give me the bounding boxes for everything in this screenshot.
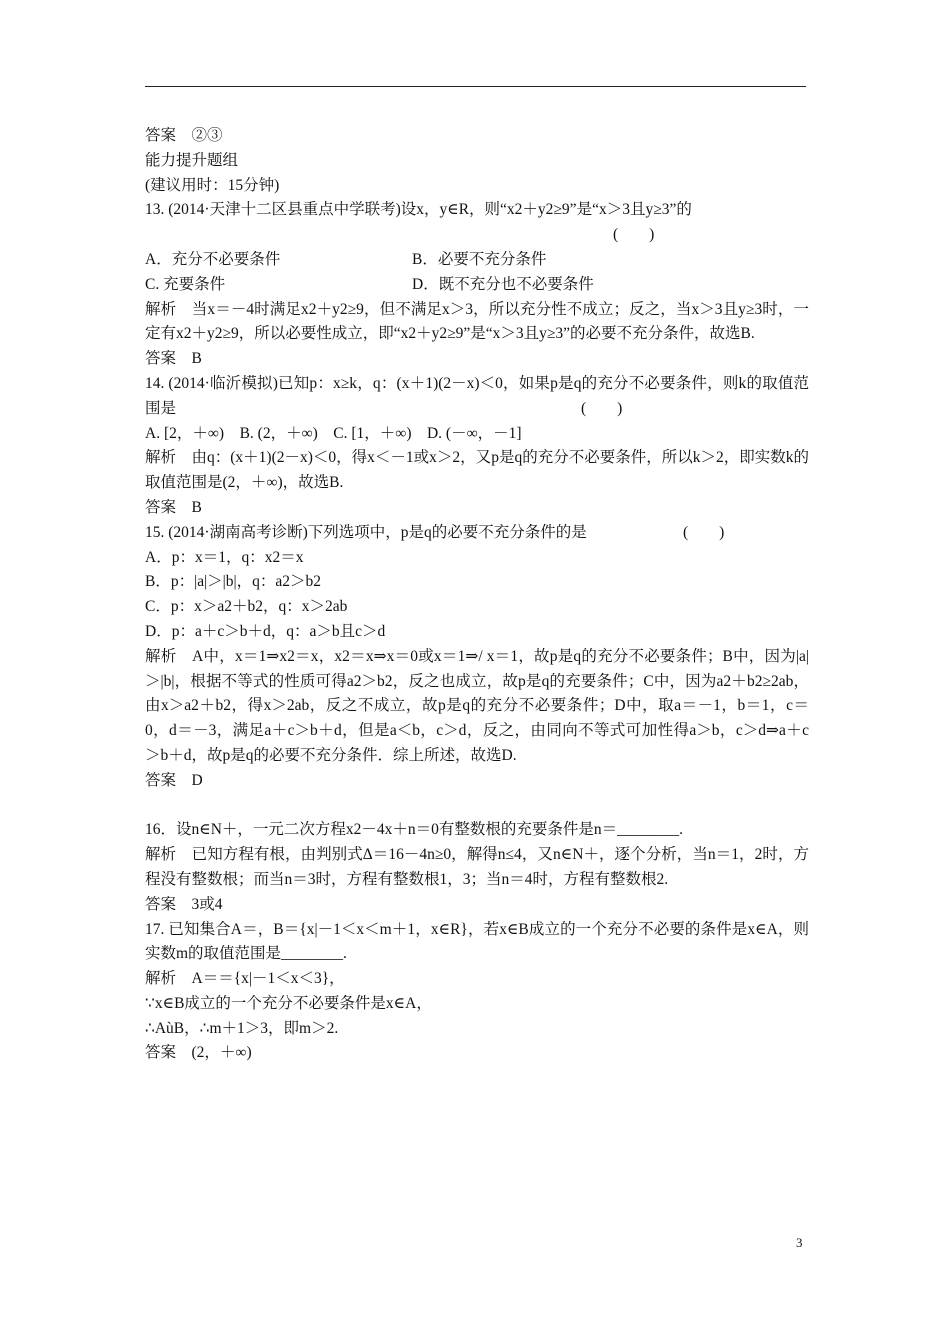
option-13-b: B．必要不充分条件 xyxy=(412,250,547,268)
analysis-17-line2: ∵x∈B成立的一个充分不必要条件是x∈A， xyxy=(145,994,432,1012)
answer-16: 答案 3或4 xyxy=(145,895,223,913)
answer-17: 答案 (2，＋∞) xyxy=(145,1044,252,1062)
answer-blank-14: ( ) xyxy=(581,399,623,417)
option-15-d: D．p：a＋c＞b＋d，q：a＞b且c＞d xyxy=(145,622,386,640)
option-13-a: A．充分不必要条件 xyxy=(145,250,281,268)
question-14: 14. (2014·临沂模拟)已知p：x≥k，q：(x＋1)(2－x)＜0，如果p是q的充分不必要条件，则k的取值范围是 xyxy=(145,374,809,417)
answer-13: 答案 B xyxy=(145,350,202,368)
answer-15: 答案 D xyxy=(145,771,203,789)
section-title: 能力提升题组 xyxy=(145,151,239,169)
analysis-15: 解析 A中，x＝1⇒x2＝x，x2＝x⇒x＝0或x＝1⇒/ x＝1，故p是q的充分不必要条件；B中，因为|a|＞|b|，根据不等式的性质可得a2＞b2，反之也成立，故p是q的充要条件；C中，因为a2＋b2≥2ab，由x＞a2＋b2，得x＞2ab，反之不成立，故p是q的充分不必要条件；D中，取a＝－1，b＝1，c＝0，d＝－3，满足a＋c＞b＋d，但是a＜b，c＞d，反之，由同向不等式可加性得a＞b，c＞d⇒a＋c＞b＋d，故p是q的必要不充分条件．综上所述，故选D. xyxy=(145,647,809,764)
question-13: 13. (2014·天津十二区县重点中学联考)设x，y∈R，则“x2＋y2≥9”是“x＞3且y≥3”的 xyxy=(145,201,692,219)
analysis-16: 解析 已知方程有根，由判别式Δ＝16－4n≥0，解得n≤4，又n∈N＋，逐个分析，当n＝1，2时，方程没有整数根；而当n＝3时，方程有整数根1，3；当n＝4时，方程有整数根2. xyxy=(145,846,809,888)
question-16: 16．设n∈N＋，一元二次方程x2－4x＋n＝0有整数根的充要条件是n＝________. xyxy=(145,821,684,839)
page-number: 3 xyxy=(796,1235,803,1250)
option-13-d: D．既不充分也不必要条件 xyxy=(412,275,594,293)
question-17: 17. 已知集合A＝，B＝{x|－1＜x＜m＋1，x∈R}，若x∈B成立的一个充分不必要的条件是x∈A，则实数m的取值范围是________. xyxy=(145,920,809,963)
options-14: A. [2，＋∞) B. (2，＋∞) C. [1，＋∞) D. (－∞，－1] xyxy=(145,424,522,442)
option-15-c: C．p：x＞a2＋b2，q：x＞2ab xyxy=(145,598,348,616)
question-15: 15. (2014·湖南高考诊断)下列选项中，p是q的必要不充分条件的是 xyxy=(145,523,587,541)
document-body xyxy=(145,124,809,1066)
option-13-c: C. 充要条件 xyxy=(145,275,226,293)
answer-blank-15: ( ) xyxy=(683,523,725,541)
option-15-b: B．p：|a|＞|b|，q：a2＞b2 xyxy=(145,573,322,591)
analysis-17-line3: ∴AùB，∴m＋1＞3，即m＞2. xyxy=(145,1019,339,1037)
answer-14: 答案 B xyxy=(145,498,202,516)
answer-blank-13: ( ) xyxy=(613,226,655,244)
analysis-13: 解析 当x＝－4时满足x2＋y2≥9，但不满足x＞3，所以充分性不成立；反之，当x＞3且y≥3时，一定有x2＋y2≥9，所以必要性成立，即“x2＋y2≥9”是“x＞3且y≥3”的必要不充分条件，故选B. xyxy=(145,300,809,343)
answer-12: 答案 ②③ xyxy=(145,127,223,144)
suggested-time: (建议用时：15分钟) xyxy=(145,176,280,194)
analysis-17-line1: 解析 A＝＝{x|－1＜x＜3}， xyxy=(145,970,345,988)
header-rule xyxy=(145,86,806,87)
options-13 xyxy=(145,248,809,273)
option-15-a: A．p：x＝1，q：x2＝x xyxy=(145,548,304,566)
analysis-14: 解析 由q：(x＋1)(2－x)＜0，得x＜－1或x＞2，又p是q的充分不必要条件，所以k＞2，即实数k的取值范围是(2，＋∞)，故选B. xyxy=(145,449,809,492)
